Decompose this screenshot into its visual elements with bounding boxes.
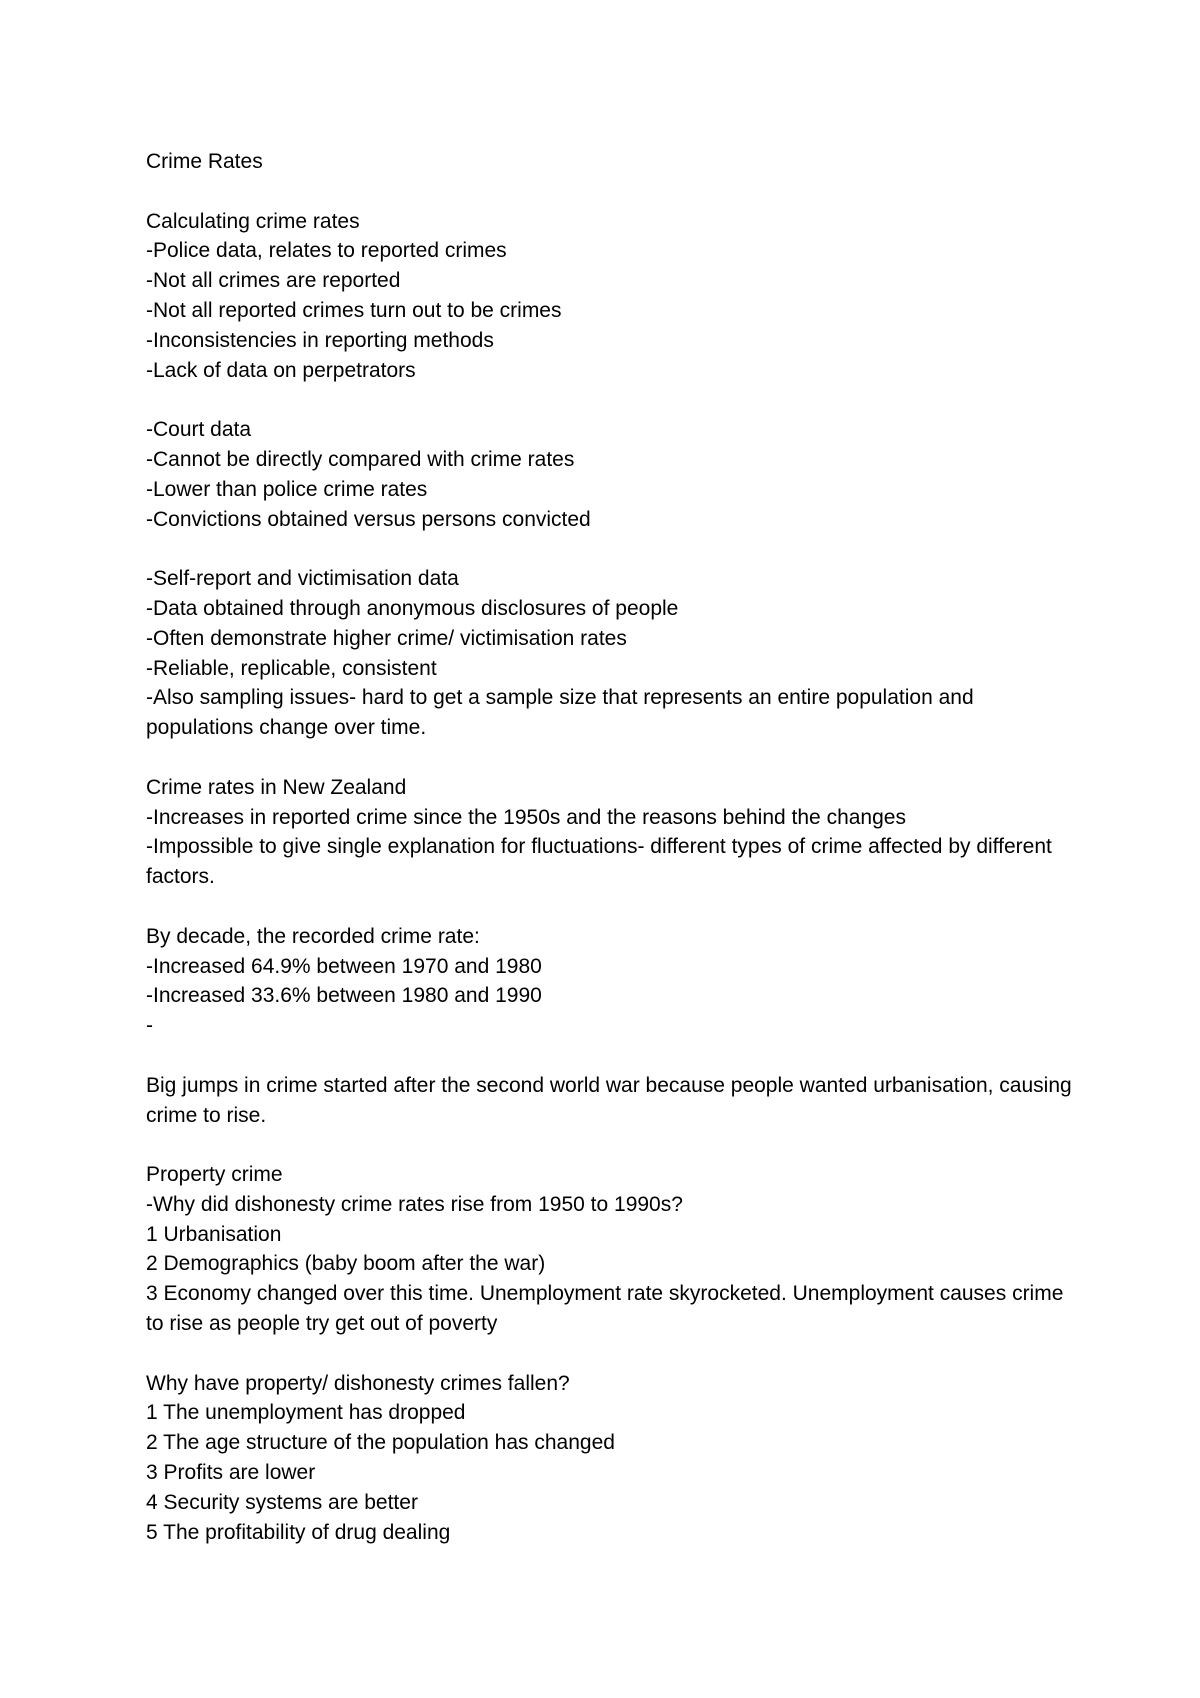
list-item: -Police data, relates to reported crimes — [146, 239, 507, 263]
list-item: - — [146, 1014, 153, 1038]
list-item: 1 The unemployment has dropped — [146, 1401, 466, 1425]
list-item: -Self-report and victimisation data — [146, 567, 459, 591]
list-item: 1 Urbanisation — [146, 1222, 282, 1246]
blank-line — [146, 1339, 1076, 1369]
blank-line — [146, 892, 1076, 922]
blank-line — [146, 743, 1076, 773]
list-item: 3 Economy changed over this time. Unemployment rate skyrocketed. Unemployment causes crime to rise as people try get out of poverty — [146, 1282, 1064, 1336]
paragraph-big-jumps: Big jumps in crime started after the second world war because people wanted urbanisation, causing crime to rise. — [146, 1073, 1072, 1127]
blank-line — [146, 177, 1076, 207]
list-item: 5 The profitability of drug dealing — [146, 1520, 451, 1544]
list-item: -Also sampling issues- hard to get a sample size that represents an entire population and populations change over time. — [146, 686, 974, 740]
document-body — [146, 147, 1076, 1547]
list-item: -Often demonstrate higher crime/ victimisation rates — [146, 626, 627, 650]
list-item: -Convictions obtained versus persons convicted — [146, 507, 591, 531]
list-item: -Increases in reported crime since the 1950s and the reasons behind the changes — [146, 805, 906, 829]
list-item: 2 Demographics (baby boom after the war) — [146, 1252, 546, 1276]
list-item: -Not all crimes are reported — [146, 269, 401, 293]
list-item: -Reliable, replicable, consistent — [146, 656, 437, 680]
section-heading-fallen: Why have property/ dishonesty crimes fallen? — [146, 1371, 570, 1395]
list-item: 2 The age structure of the population has changed — [146, 1431, 615, 1455]
list-item: -Inconsistencies in reporting methods — [146, 328, 494, 352]
list-item: -Lower than police crime rates — [146, 477, 428, 501]
list-item: 3 Profits are lower — [146, 1461, 316, 1485]
section-heading-new-zealand: Crime rates in New Zealand — [146, 775, 407, 799]
section-heading-by-decade: By decade, the recorded crime rate: — [146, 924, 480, 948]
blank-line — [146, 534, 1076, 564]
list-item: -Data obtained through anonymous disclosures of people — [146, 596, 679, 620]
list-item: -Impossible to give single explanation for fluctuations- different types of crime affected by different factors. — [146, 835, 1052, 889]
list-item: -Cannot be directly compared with crime rates — [146, 447, 575, 471]
blank-line — [146, 1130, 1076, 1160]
list-item: -Why did dishonesty crime rates rise from 1950 to 1990s? — [146, 1192, 683, 1216]
list-item: -Lack of data on perpetrators — [146, 358, 416, 382]
list-item: -Increased 33.6% between 1980 and 1990 — [146, 984, 542, 1008]
list-item: 4 Security systems are better — [146, 1490, 418, 1514]
blank-line — [146, 385, 1076, 415]
blank-line — [146, 1041, 1076, 1071]
document-title: Crime Rates — [146, 150, 263, 173]
section-heading-property-crime: Property crime — [146, 1163, 283, 1187]
section-heading-calculating: Calculating crime rates — [146, 209, 360, 233]
list-item: -Increased 64.9% between 1970 and 1980 — [146, 954, 542, 978]
list-item: -Not all reported crimes turn out to be crimes — [146, 298, 562, 322]
list-item: -Court data — [146, 418, 252, 442]
